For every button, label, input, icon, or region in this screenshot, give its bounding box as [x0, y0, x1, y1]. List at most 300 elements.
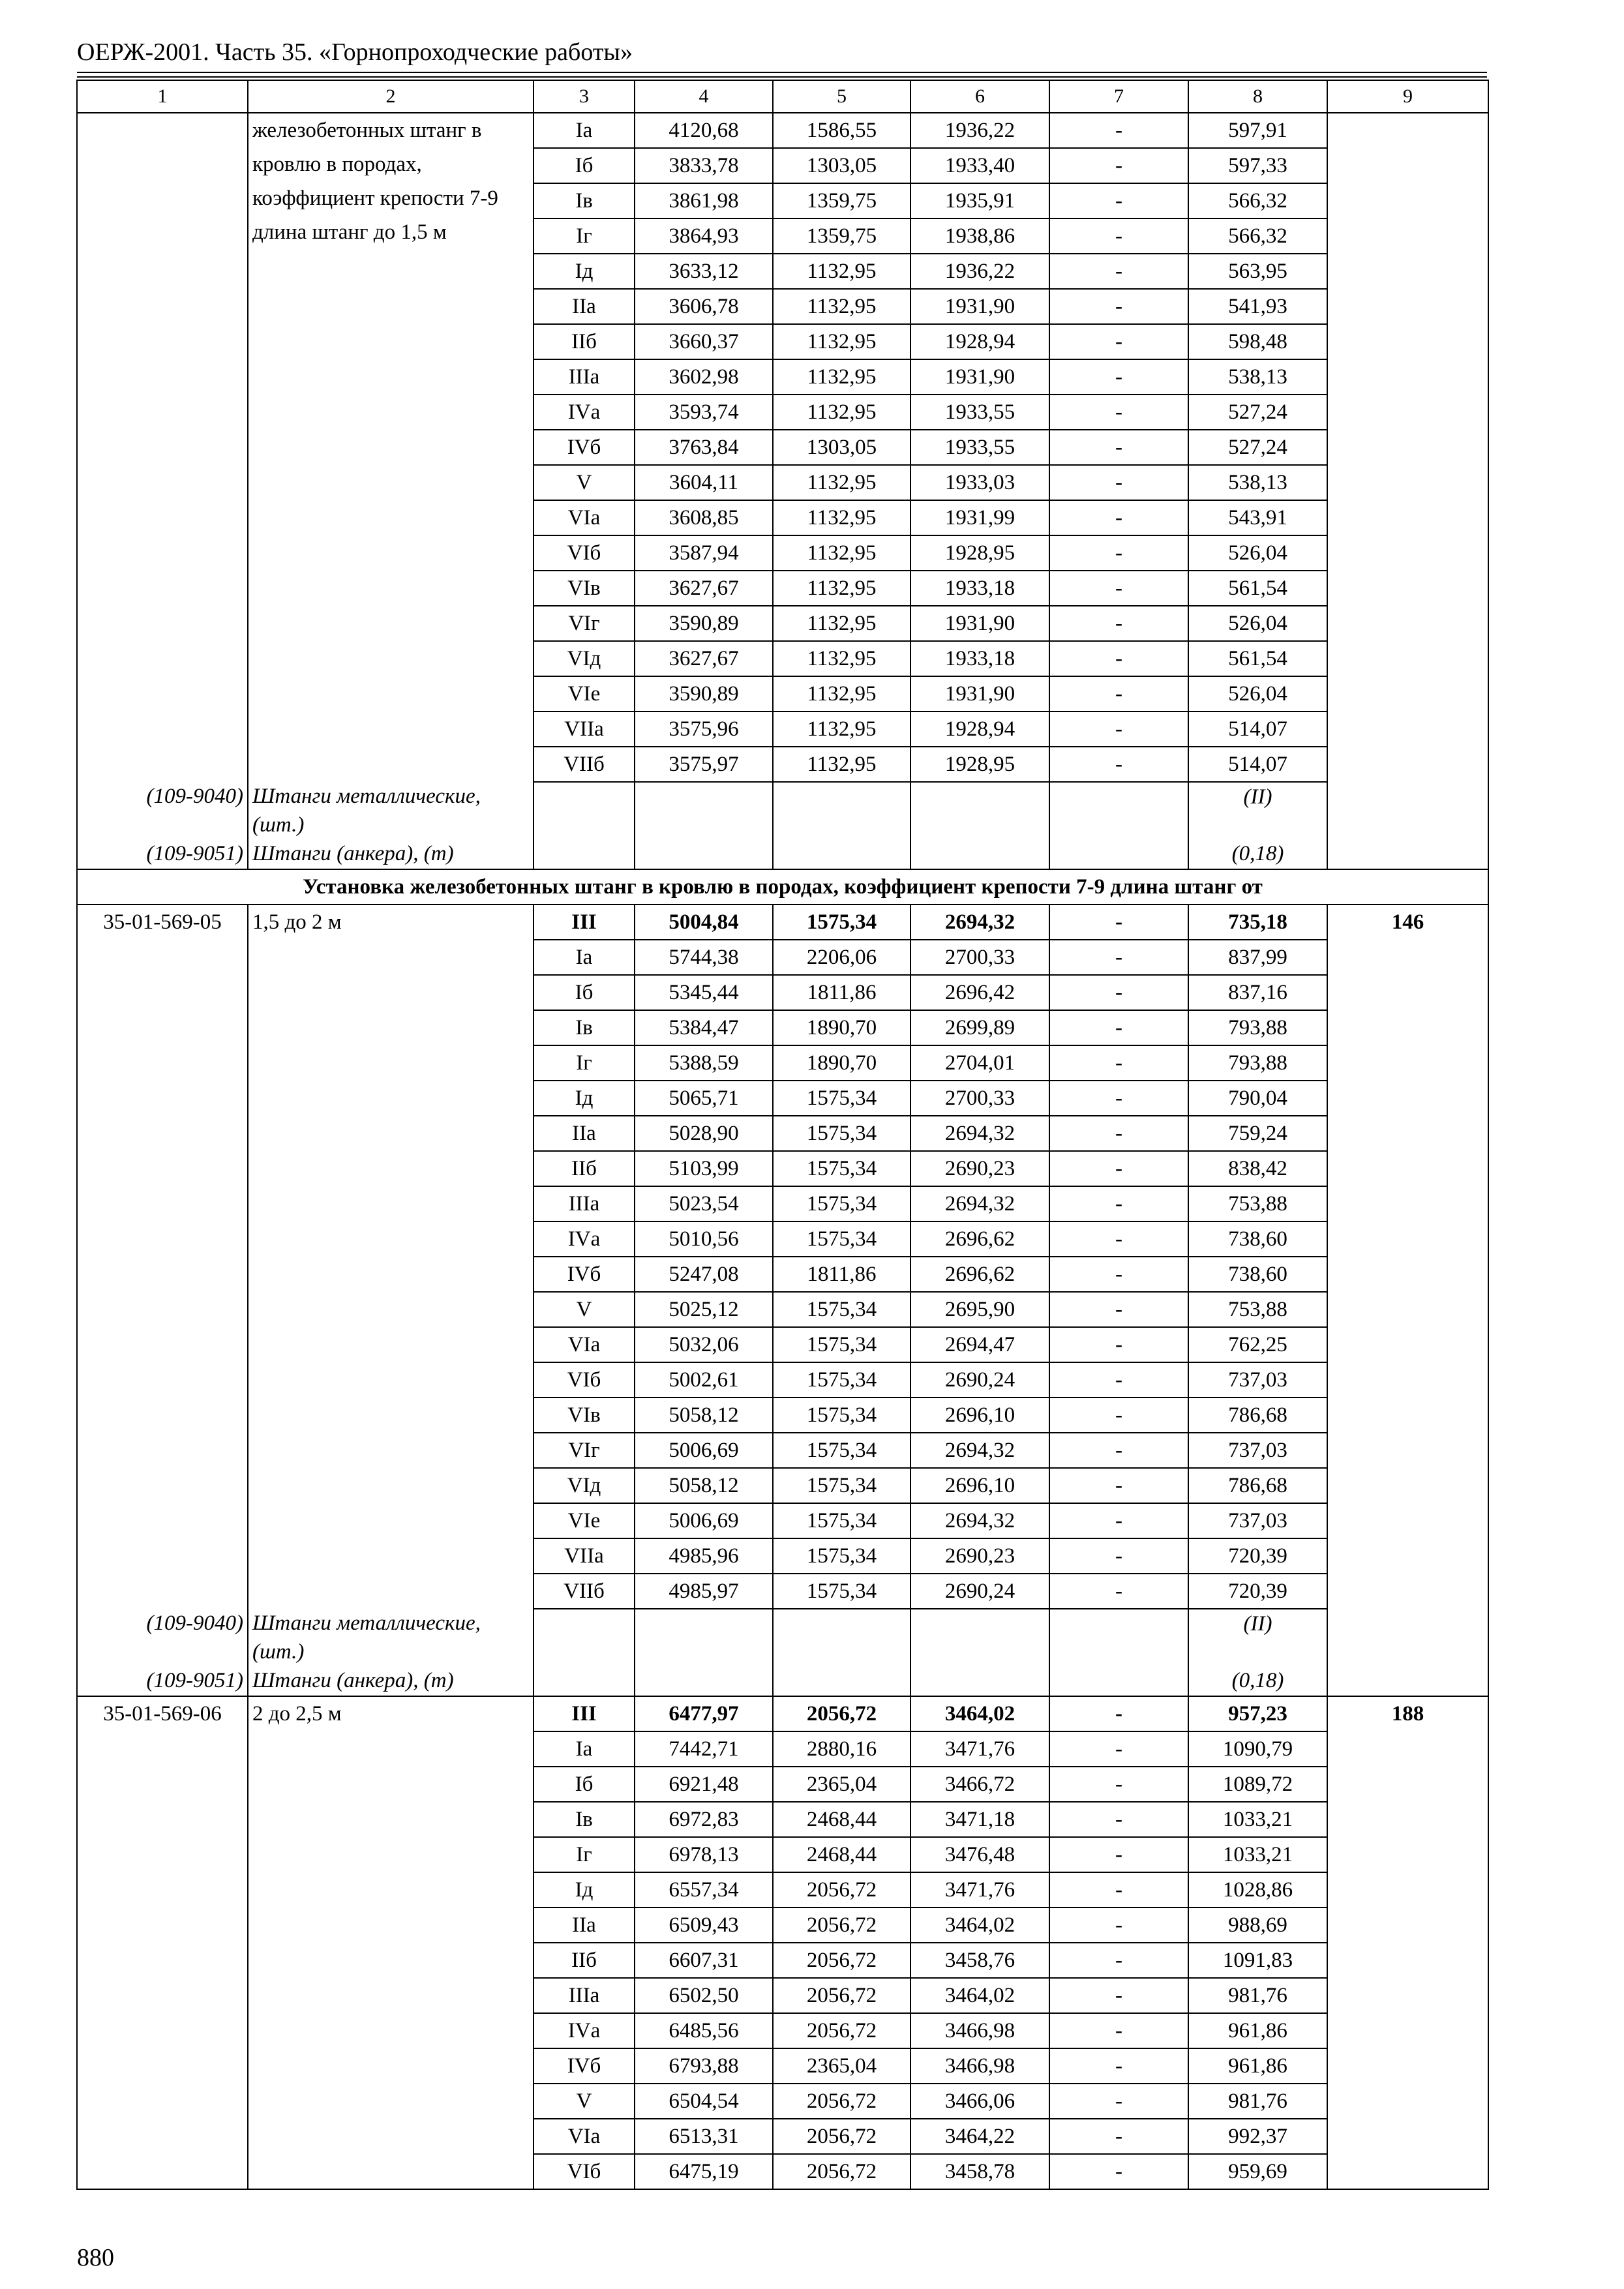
cell-zone: VIг: [534, 606, 635, 641]
cell-operator-cost: -: [1049, 711, 1188, 747]
cell-operator-cost: -: [1049, 1978, 1188, 2013]
cell-materials-cost: 597,33: [1188, 148, 1327, 183]
cell-operator-cost: -: [1049, 905, 1188, 940]
cell-direct-cost: 3606,78: [635, 289, 773, 324]
column-number: 8: [1188, 80, 1327, 113]
cell-labor-cost: 2056,72: [773, 1978, 910, 2013]
cell-zone: IIб: [534, 324, 635, 359]
cell-direct-cost: 6504,54: [635, 2084, 773, 2119]
cell-materials-cost: 541,93: [1188, 289, 1327, 324]
cell-zone: Iб: [534, 975, 635, 1010]
cell-direct-cost: 5384,47: [635, 1010, 773, 1045]
rates-table-body: [77, 80, 1488, 2189]
cell-zone: VIе: [534, 676, 635, 711]
cell-zone: VIв: [534, 571, 635, 606]
cell-operator-cost: -: [1049, 148, 1188, 183]
cell-labor-cost: 1575,34: [773, 1221, 910, 1257]
cell-operator-cost: -: [1049, 500, 1188, 535]
cell-labor-cost: 1575,34: [773, 1081, 910, 1116]
cell-materials-cost: 786,68: [1188, 1398, 1327, 1433]
cell-direct-cost: 3587,94: [635, 535, 773, 571]
cell-machine-cost: 1928,94: [910, 711, 1049, 747]
cell-labor-cost: 1575,34: [773, 1574, 910, 1609]
cell-labor-cost: 1890,70: [773, 1045, 910, 1081]
cell-operator-cost: -: [1049, 1186, 1188, 1221]
cell-direct-cost: 3861,98: [635, 183, 773, 218]
description-cell: 1,5 до 2 м: [248, 905, 534, 1609]
cell-zone: IVа: [534, 2013, 635, 2048]
cell-labor-cost: 1132,95: [773, 676, 910, 711]
cell-materials-cost: 1089,72: [1188, 1767, 1327, 1802]
resource-name: Штанги металлические, (шт.): [248, 782, 534, 839]
cell-zone: IIб: [534, 1943, 635, 1978]
cell-operator-cost: -: [1049, 1116, 1188, 1151]
cell-labor-cost: 1811,86: [773, 1257, 910, 1292]
cell-materials-cost: 720,39: [1188, 1538, 1327, 1574]
cell-machine-cost: 3471,76: [910, 1872, 1049, 1908]
column-number: 7: [1049, 80, 1188, 113]
cell-machine-cost: 1936,22: [910, 113, 1049, 148]
cell-labor-cost: 2056,72: [773, 2084, 910, 2119]
cell-direct-cost: 3627,67: [635, 571, 773, 606]
cell-direct-cost: 5388,59: [635, 1045, 773, 1081]
cell-labor-cost: 1359,75: [773, 218, 910, 254]
cell-direct-cost: 7442,71: [635, 1731, 773, 1767]
cell-labor-cost: 1132,95: [773, 571, 910, 606]
cell-operator-cost: -: [1049, 395, 1188, 430]
cell-materials-cost: 762,25: [1188, 1327, 1327, 1362]
cell-operator-cost: -: [1049, 2048, 1188, 2084]
cell-operator-cost: -: [1049, 1010, 1188, 1045]
cell-operator-cost: -: [1049, 254, 1188, 289]
resource-value: (II): [1188, 782, 1327, 839]
cell-machine-cost: 1931,90: [910, 359, 1049, 395]
cell-materials-cost: 597,91: [1188, 113, 1327, 148]
cell-operator-cost: -: [1049, 1362, 1188, 1398]
page-number: 880: [77, 2244, 114, 2271]
page-header: ОЕРЖ-2001. Часть 35. «Горнопроходческие работы»: [77, 38, 633, 66]
total-row: [77, 905, 1488, 940]
cell-labor-cost: 2056,72: [773, 2119, 910, 2154]
cell-direct-cost: 3590,89: [635, 606, 773, 641]
total-row: [77, 1696, 1488, 1731]
cell-machine-cost: 3464,02: [910, 1978, 1049, 2013]
cell-labor-cost: 2056,72: [773, 1696, 910, 1731]
cell-labor-cost: 1575,34: [773, 1151, 910, 1186]
resource-blank: [773, 1609, 910, 1666]
resource-blank: [1327, 839, 1488, 869]
cell-zone: VIа: [534, 500, 635, 535]
rate-code: 35-01-569-06: [77, 1696, 248, 2189]
resource-code: (109-9040): [77, 782, 248, 839]
cell-materials-cost: 759,24: [1188, 1116, 1327, 1151]
cell-operator-cost: -: [1049, 1908, 1188, 1943]
resource-name: Штанги (анкера), (т): [248, 839, 534, 869]
cell-machine-cost: 2696,62: [910, 1221, 1049, 1257]
cell-zone: VIIб: [534, 1574, 635, 1609]
cell-zone: IIIа: [534, 1186, 635, 1221]
cell-direct-cost: 3590,89: [635, 676, 773, 711]
cell-direct-cost: 5058,12: [635, 1398, 773, 1433]
cell-zone: VIIа: [534, 711, 635, 747]
cell-machine-cost: 1933,55: [910, 430, 1049, 465]
cell-machine-cost: 2696,62: [910, 1257, 1049, 1292]
cell-direct-cost: 3864,93: [635, 218, 773, 254]
cell-zone: IIIа: [534, 359, 635, 395]
cell-direct-cost: 3602,98: [635, 359, 773, 395]
cell-operator-cost: -: [1049, 1943, 1188, 1978]
cell-zone: Iв: [534, 1802, 635, 1837]
cell-labor-cost: 1575,34: [773, 1327, 910, 1362]
resource-row: [77, 782, 1488, 839]
resource-blank: [1327, 1609, 1488, 1666]
cell-machine-cost: 1931,99: [910, 500, 1049, 535]
resource-code: (109-9051): [77, 1666, 248, 1696]
cell-operator-cost: -: [1049, 535, 1188, 571]
cell-zone: Iб: [534, 1767, 635, 1802]
cell-operator-cost: -: [1049, 1696, 1188, 1731]
cell-machine-cost: 1938,86: [910, 218, 1049, 254]
resource-blank: [1327, 1666, 1488, 1696]
cell-operator-cost: -: [1049, 747, 1188, 782]
cell-machine-cost: 3466,98: [910, 2048, 1049, 2084]
cell-operator-cost: -: [1049, 1081, 1188, 1116]
cell-materials-cost: 526,04: [1188, 676, 1327, 711]
cell-direct-cost: 3593,74: [635, 395, 773, 430]
cell-labor-cost: 1575,34: [773, 1116, 910, 1151]
cell-machine-cost: 1931,90: [910, 606, 1049, 641]
cell-direct-cost: 6978,13: [635, 1837, 773, 1872]
cell-machine-cost: 2700,33: [910, 1081, 1049, 1116]
cell-direct-cost: 5010,56: [635, 1221, 773, 1257]
cell-materials-cost: 527,24: [1188, 395, 1327, 430]
cell-zone: V: [534, 1292, 635, 1327]
resource-name: Штанги (анкера), (т): [248, 1666, 534, 1696]
cell-zone: IVб: [534, 2048, 635, 2084]
cell-machine-cost: 2699,89: [910, 1010, 1049, 1045]
resource-blank: [534, 1609, 635, 1666]
resource-blank: [910, 1666, 1049, 1696]
cell-labor-cost: 2056,72: [773, 2154, 910, 2189]
cell-direct-cost: 6557,34: [635, 1872, 773, 1908]
cell-zone: V: [534, 2084, 635, 2119]
resource-row: [77, 1609, 1488, 1666]
cell-zone: VIд: [534, 1468, 635, 1503]
cell-operator-cost: -: [1049, 465, 1188, 500]
column-number: 6: [910, 80, 1049, 113]
cell-zone: IIа: [534, 1116, 635, 1151]
cell-direct-cost: 5002,61: [635, 1362, 773, 1398]
cell-machine-cost: 1928,95: [910, 747, 1049, 782]
cell-materials-cost: 737,03: [1188, 1362, 1327, 1398]
cell-materials-cost: 538,13: [1188, 465, 1327, 500]
cell-materials-cost: 514,07: [1188, 711, 1327, 747]
cell-machine-cost: 2690,24: [910, 1362, 1049, 1398]
cell-machine-cost: 2696,10: [910, 1398, 1049, 1433]
cell-materials-cost: 988,69: [1188, 1908, 1327, 1943]
cell-materials-cost: 786,68: [1188, 1468, 1327, 1503]
cell-zone: Iд: [534, 1081, 635, 1116]
cell-labor-cost: 1132,95: [773, 606, 910, 641]
resource-blank: [773, 839, 910, 869]
cell-labor-cost: 1303,05: [773, 148, 910, 183]
cell-labor-cost: 1359,75: [773, 183, 910, 218]
cell-materials-cost: 738,60: [1188, 1257, 1327, 1292]
cell-materials-cost: 737,03: [1188, 1433, 1327, 1468]
labor-hours: 146: [1327, 905, 1488, 1609]
cell-machine-cost: 2704,01: [910, 1045, 1049, 1081]
cell-direct-cost: 6502,50: [635, 1978, 773, 2013]
cell-direct-cost: 5058,12: [635, 1468, 773, 1503]
cell-zone: III: [534, 905, 635, 940]
cell-zone: Iг: [534, 218, 635, 254]
resource-blank: [910, 1609, 1049, 1666]
resource-code: (109-9040): [77, 1609, 248, 1666]
cell-materials-cost: 793,88: [1188, 1010, 1327, 1045]
cell-materials-cost: 735,18: [1188, 905, 1327, 940]
cell-direct-cost: 5006,69: [635, 1503, 773, 1538]
cell-zone: VIг: [534, 1433, 635, 1468]
cell-direct-cost: 6607,31: [635, 1943, 773, 1978]
cell-labor-cost: 1132,95: [773, 289, 910, 324]
cell-zone: IIа: [534, 289, 635, 324]
cell-direct-cost: 6513,31: [635, 2119, 773, 2154]
cell-machine-cost: 3471,76: [910, 1731, 1049, 1767]
cell-materials-cost: 961,86: [1188, 2013, 1327, 2048]
column-number: 5: [773, 80, 910, 113]
cell-operator-cost: -: [1049, 218, 1188, 254]
resource-blank: [534, 782, 635, 839]
cell-labor-cost: 1575,34: [773, 1362, 910, 1398]
cell-zone: Iа: [534, 940, 635, 975]
resource-blank: [534, 839, 635, 869]
cell-direct-cost: 3627,67: [635, 641, 773, 676]
cell-materials-cost: 527,24: [1188, 430, 1327, 465]
cell-labor-cost: 1575,34: [773, 1292, 910, 1327]
cell-direct-cost: 3763,84: [635, 430, 773, 465]
cell-operator-cost: -: [1049, 606, 1188, 641]
cell-operator-cost: -: [1049, 1731, 1188, 1767]
cell-direct-cost: 5006,69: [635, 1433, 773, 1468]
cell-zone: VIб: [534, 535, 635, 571]
resource-blank: [635, 839, 773, 869]
cell-labor-cost: 2468,44: [773, 1802, 910, 1837]
cell-zone: VIIа: [534, 1538, 635, 1574]
cell-materials-cost: 566,32: [1188, 218, 1327, 254]
cell-machine-cost: 1928,95: [910, 535, 1049, 571]
cell-labor-cost: 2365,04: [773, 1767, 910, 1802]
labor-hours: 188: [1327, 1696, 1488, 2189]
cell-zone: IVб: [534, 1257, 635, 1292]
cell-materials-cost: 563,95: [1188, 254, 1327, 289]
cell-labor-cost: 1132,95: [773, 500, 910, 535]
resource-value: (0,18): [1188, 1666, 1327, 1696]
cell-direct-cost: 4120,68: [635, 113, 773, 148]
resource-blank: [1327, 782, 1488, 839]
cell-operator-cost: -: [1049, 1837, 1188, 1872]
cell-machine-cost: 3476,48: [910, 1837, 1049, 1872]
cell-zone: VIIб: [534, 747, 635, 782]
cell-machine-cost: 3466,98: [910, 2013, 1049, 2048]
cell-operator-cost: -: [1049, 1327, 1188, 1362]
cell-direct-cost: 4985,97: [635, 1574, 773, 1609]
cell-machine-cost: 2694,32: [910, 1116, 1049, 1151]
cell-direct-cost: 3575,96: [635, 711, 773, 747]
cell-materials-cost: 981,76: [1188, 2084, 1327, 2119]
cell-machine-cost: 1931,90: [910, 676, 1049, 711]
resource-blank: [1049, 1609, 1188, 1666]
resource-blank: [1049, 782, 1188, 839]
cell-labor-cost: 1575,34: [773, 1503, 910, 1538]
cell-operator-cost: -: [1049, 430, 1188, 465]
cell-materials-cost: 1033,21: [1188, 1802, 1327, 1837]
cell-operator-cost: -: [1049, 359, 1188, 395]
cell-operator-cost: -: [1049, 571, 1188, 606]
cell-materials-cost: 526,04: [1188, 535, 1327, 571]
cell-materials-cost: 959,69: [1188, 2154, 1327, 2189]
resource-blank: [635, 1666, 773, 1696]
cell-direct-cost: 3660,37: [635, 324, 773, 359]
table-row: [77, 113, 1488, 148]
cell-labor-cost: 2056,72: [773, 1908, 910, 1943]
resource-blank: [534, 1666, 635, 1696]
cell-materials-cost: 1090,79: [1188, 1731, 1327, 1767]
cell-labor-cost: 1132,95: [773, 747, 910, 782]
cell-direct-cost: 5025,12: [635, 1292, 773, 1327]
cell-machine-cost: 2694,32: [910, 1186, 1049, 1221]
cell-zone: IVа: [534, 1221, 635, 1257]
cell-materials-cost: 1033,21: [1188, 1837, 1327, 1872]
cell-operator-cost: -: [1049, 1503, 1188, 1538]
cell-direct-cost: 5065,71: [635, 1081, 773, 1116]
cell-direct-cost: 4985,96: [635, 1538, 773, 1574]
column-number: 1: [77, 80, 248, 113]
rates-table: [76, 80, 1489, 2190]
cell-labor-cost: 1575,34: [773, 1468, 910, 1503]
cell-zone: IIб: [534, 1151, 635, 1186]
cell-materials-cost: 793,88: [1188, 1045, 1327, 1081]
cell-operator-cost: -: [1049, 1398, 1188, 1433]
cell-zone: III: [534, 1696, 635, 1731]
cell-machine-cost: 3466,72: [910, 1767, 1049, 1802]
cell-zone: IIIа: [534, 1978, 635, 2013]
cell-machine-cost: 3458,76: [910, 1943, 1049, 1978]
cell-machine-cost: 2696,10: [910, 1468, 1049, 1503]
cell-materials-cost: 837,99: [1188, 940, 1327, 975]
cell-zone: V: [534, 465, 635, 500]
cell-operator-cost: -: [1049, 975, 1188, 1010]
resource-blank: [1049, 1666, 1188, 1696]
cell-machine-cost: 3466,06: [910, 2084, 1049, 2119]
cell-labor-cost: 1303,05: [773, 430, 910, 465]
cell-materials-cost: 738,60: [1188, 1221, 1327, 1257]
cell-labor-cost: 1132,95: [773, 465, 910, 500]
cell-zone: VIд: [534, 641, 635, 676]
cell-machine-cost: 1933,18: [910, 571, 1049, 606]
cell-materials-cost: 961,86: [1188, 2048, 1327, 2084]
resource-value: (II): [1188, 1609, 1327, 1666]
cell-machine-cost: 2694,32: [910, 1433, 1049, 1468]
header-rule: [77, 72, 1487, 73]
cell-machine-cost: 1936,22: [910, 254, 1049, 289]
cell-zone: Iа: [534, 1731, 635, 1767]
cell-operator-cost: -: [1049, 2154, 1188, 2189]
cell-materials-cost: 561,54: [1188, 641, 1327, 676]
cell-machine-cost: 1933,40: [910, 148, 1049, 183]
cell-operator-cost: -: [1049, 2084, 1188, 2119]
resource-row: [77, 1666, 1488, 1696]
cell-direct-cost: 5345,44: [635, 975, 773, 1010]
cell-labor-cost: 1132,95: [773, 254, 910, 289]
cell-machine-cost: 2700,33: [910, 940, 1049, 975]
unit-cell: [1327, 113, 1488, 782]
cell-zone: VIб: [534, 1362, 635, 1398]
cell-materials-cost: 543,91: [1188, 500, 1327, 535]
cell-labor-cost: 2056,72: [773, 2013, 910, 2048]
cell-labor-cost: 1132,95: [773, 535, 910, 571]
cell-operator-cost: -: [1049, 1767, 1188, 1802]
cell-machine-cost: 2690,23: [910, 1538, 1049, 1574]
cell-zone: IIа: [534, 1908, 635, 1943]
section-title-row: [77, 869, 1488, 905]
cell-zone: Iв: [534, 183, 635, 218]
cell-operator-cost: -: [1049, 1292, 1188, 1327]
resource-row: [77, 839, 1488, 869]
cell-zone: IVб: [534, 430, 635, 465]
cell-zone: VIа: [534, 1327, 635, 1362]
resource-name: Штанги металлические, (шт.): [248, 1609, 534, 1666]
cell-labor-cost: 1132,95: [773, 324, 910, 359]
cell-machine-cost: 1933,55: [910, 395, 1049, 430]
cell-direct-cost: 5744,38: [635, 940, 773, 975]
resource-blank: [773, 1666, 910, 1696]
resource-blank: [635, 1609, 773, 1666]
cell-operator-cost: -: [1049, 113, 1188, 148]
code-cell: [77, 113, 248, 782]
cell-labor-cost: 1132,95: [773, 641, 910, 676]
cell-materials-cost: 957,23: [1188, 1696, 1327, 1731]
cell-direct-cost: 6972,83: [635, 1802, 773, 1837]
cell-operator-cost: -: [1049, 1574, 1188, 1609]
cell-machine-cost: 2694,47: [910, 1327, 1049, 1362]
cell-direct-cost: 6793,88: [635, 2048, 773, 2084]
cell-operator-cost: -: [1049, 1433, 1188, 1468]
cell-labor-cost: 2056,72: [773, 1872, 910, 1908]
cell-labor-cost: 1575,34: [773, 1398, 910, 1433]
cell-direct-cost: 6509,43: [635, 1908, 773, 1943]
cell-materials-cost: 1091,83: [1188, 1943, 1327, 1978]
cell-zone: VIа: [534, 2119, 635, 2154]
cell-direct-cost: 5103,99: [635, 1151, 773, 1186]
cell-materials-cost: 753,88: [1188, 1186, 1327, 1221]
cell-machine-cost: 1935,91: [910, 183, 1049, 218]
resource-blank: [635, 782, 773, 839]
resource-value: (0,18): [1188, 839, 1327, 869]
cell-direct-cost: 5023,54: [635, 1186, 773, 1221]
cell-operator-cost: -: [1049, 324, 1188, 359]
cell-labor-cost: 2365,04: [773, 2048, 910, 2084]
cell-operator-cost: -: [1049, 1538, 1188, 1574]
column-number: 2: [248, 80, 534, 113]
description-cell: железобетонных штанг в кровлю в породах, коэффициент крепости 7-9 длина штанг до 1,5 м: [248, 113, 534, 782]
cell-direct-cost: 3833,78: [635, 148, 773, 183]
cell-zone: Iд: [534, 254, 635, 289]
cell-operator-cost: -: [1049, 183, 1188, 218]
cell-labor-cost: 2056,72: [773, 1943, 910, 1978]
cell-direct-cost: 6485,56: [635, 2013, 773, 2048]
cell-machine-cost: 2695,90: [910, 1292, 1049, 1327]
cell-machine-cost: 2696,42: [910, 975, 1049, 1010]
